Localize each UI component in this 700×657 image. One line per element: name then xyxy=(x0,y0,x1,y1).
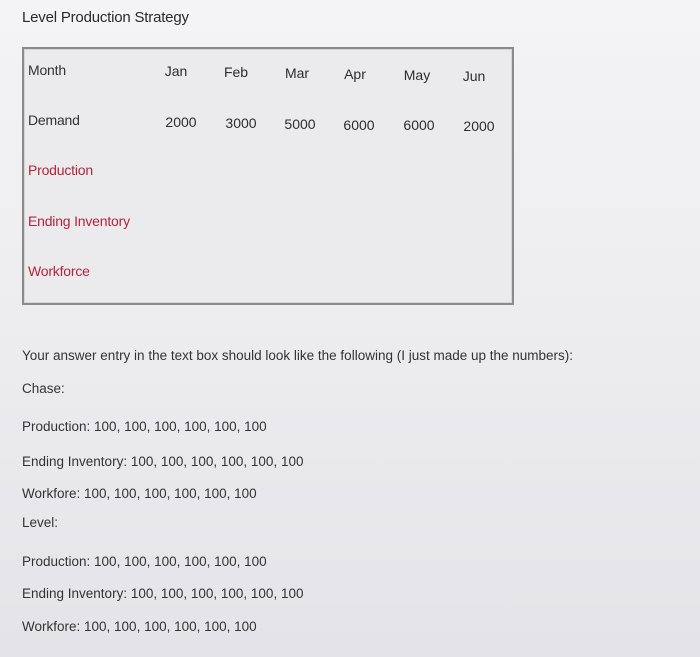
row-label-production: Production xyxy=(28,162,93,178)
month-header: Apr xyxy=(344,66,366,82)
demand-value: 5000 xyxy=(284,116,316,132)
row-label-demand: Demand xyxy=(28,112,80,128)
demand-value: 3000 xyxy=(225,115,257,131)
chase-heading: Chase: xyxy=(22,381,65,396)
chase-production-line: Production: 100, 100, 100, 100, 100, 100 xyxy=(22,419,267,434)
level-heading: Level: xyxy=(22,515,59,530)
month-header: Feb xyxy=(223,64,249,80)
page-title: Level Production Strategy xyxy=(22,9,189,26)
level-ending-inventory-line: Ending Inventory: 100, 100, 100, 100, 100, 100 xyxy=(22,586,304,601)
chase-ending-inventory-line: Ending Inventory: 100, 100, 100, 100, 100, 100 xyxy=(22,454,304,469)
month-header: Jan xyxy=(164,63,188,79)
demand-value: 6000 xyxy=(343,117,375,133)
instructions-intro: Your answer entry in the text box should look like the following (I just made up the numbers): xyxy=(22,348,574,363)
demand-value: 2000 xyxy=(463,118,495,134)
month-header: May xyxy=(403,67,431,83)
demand-value: 2000 xyxy=(165,114,197,130)
chase-workforce-line: Workfore: 100, 100, 100, 100, 100, 100 xyxy=(22,486,257,501)
level-production-line: Production: 100, 100, 100, 100, 100, 100 xyxy=(22,554,267,569)
strategy-table xyxy=(22,47,514,305)
row-label-month: Month xyxy=(28,62,66,78)
row-label-ending-inventory: Ending Inventory xyxy=(28,213,130,229)
month-header: Mar xyxy=(284,65,310,81)
row-label-workforce: Workforce xyxy=(28,263,90,279)
level-workforce-line: Workfore: 100, 100, 100, 100, 100, 100 xyxy=(22,619,257,634)
month-header: Jun xyxy=(462,68,486,84)
demand-value: 6000 xyxy=(403,117,435,133)
